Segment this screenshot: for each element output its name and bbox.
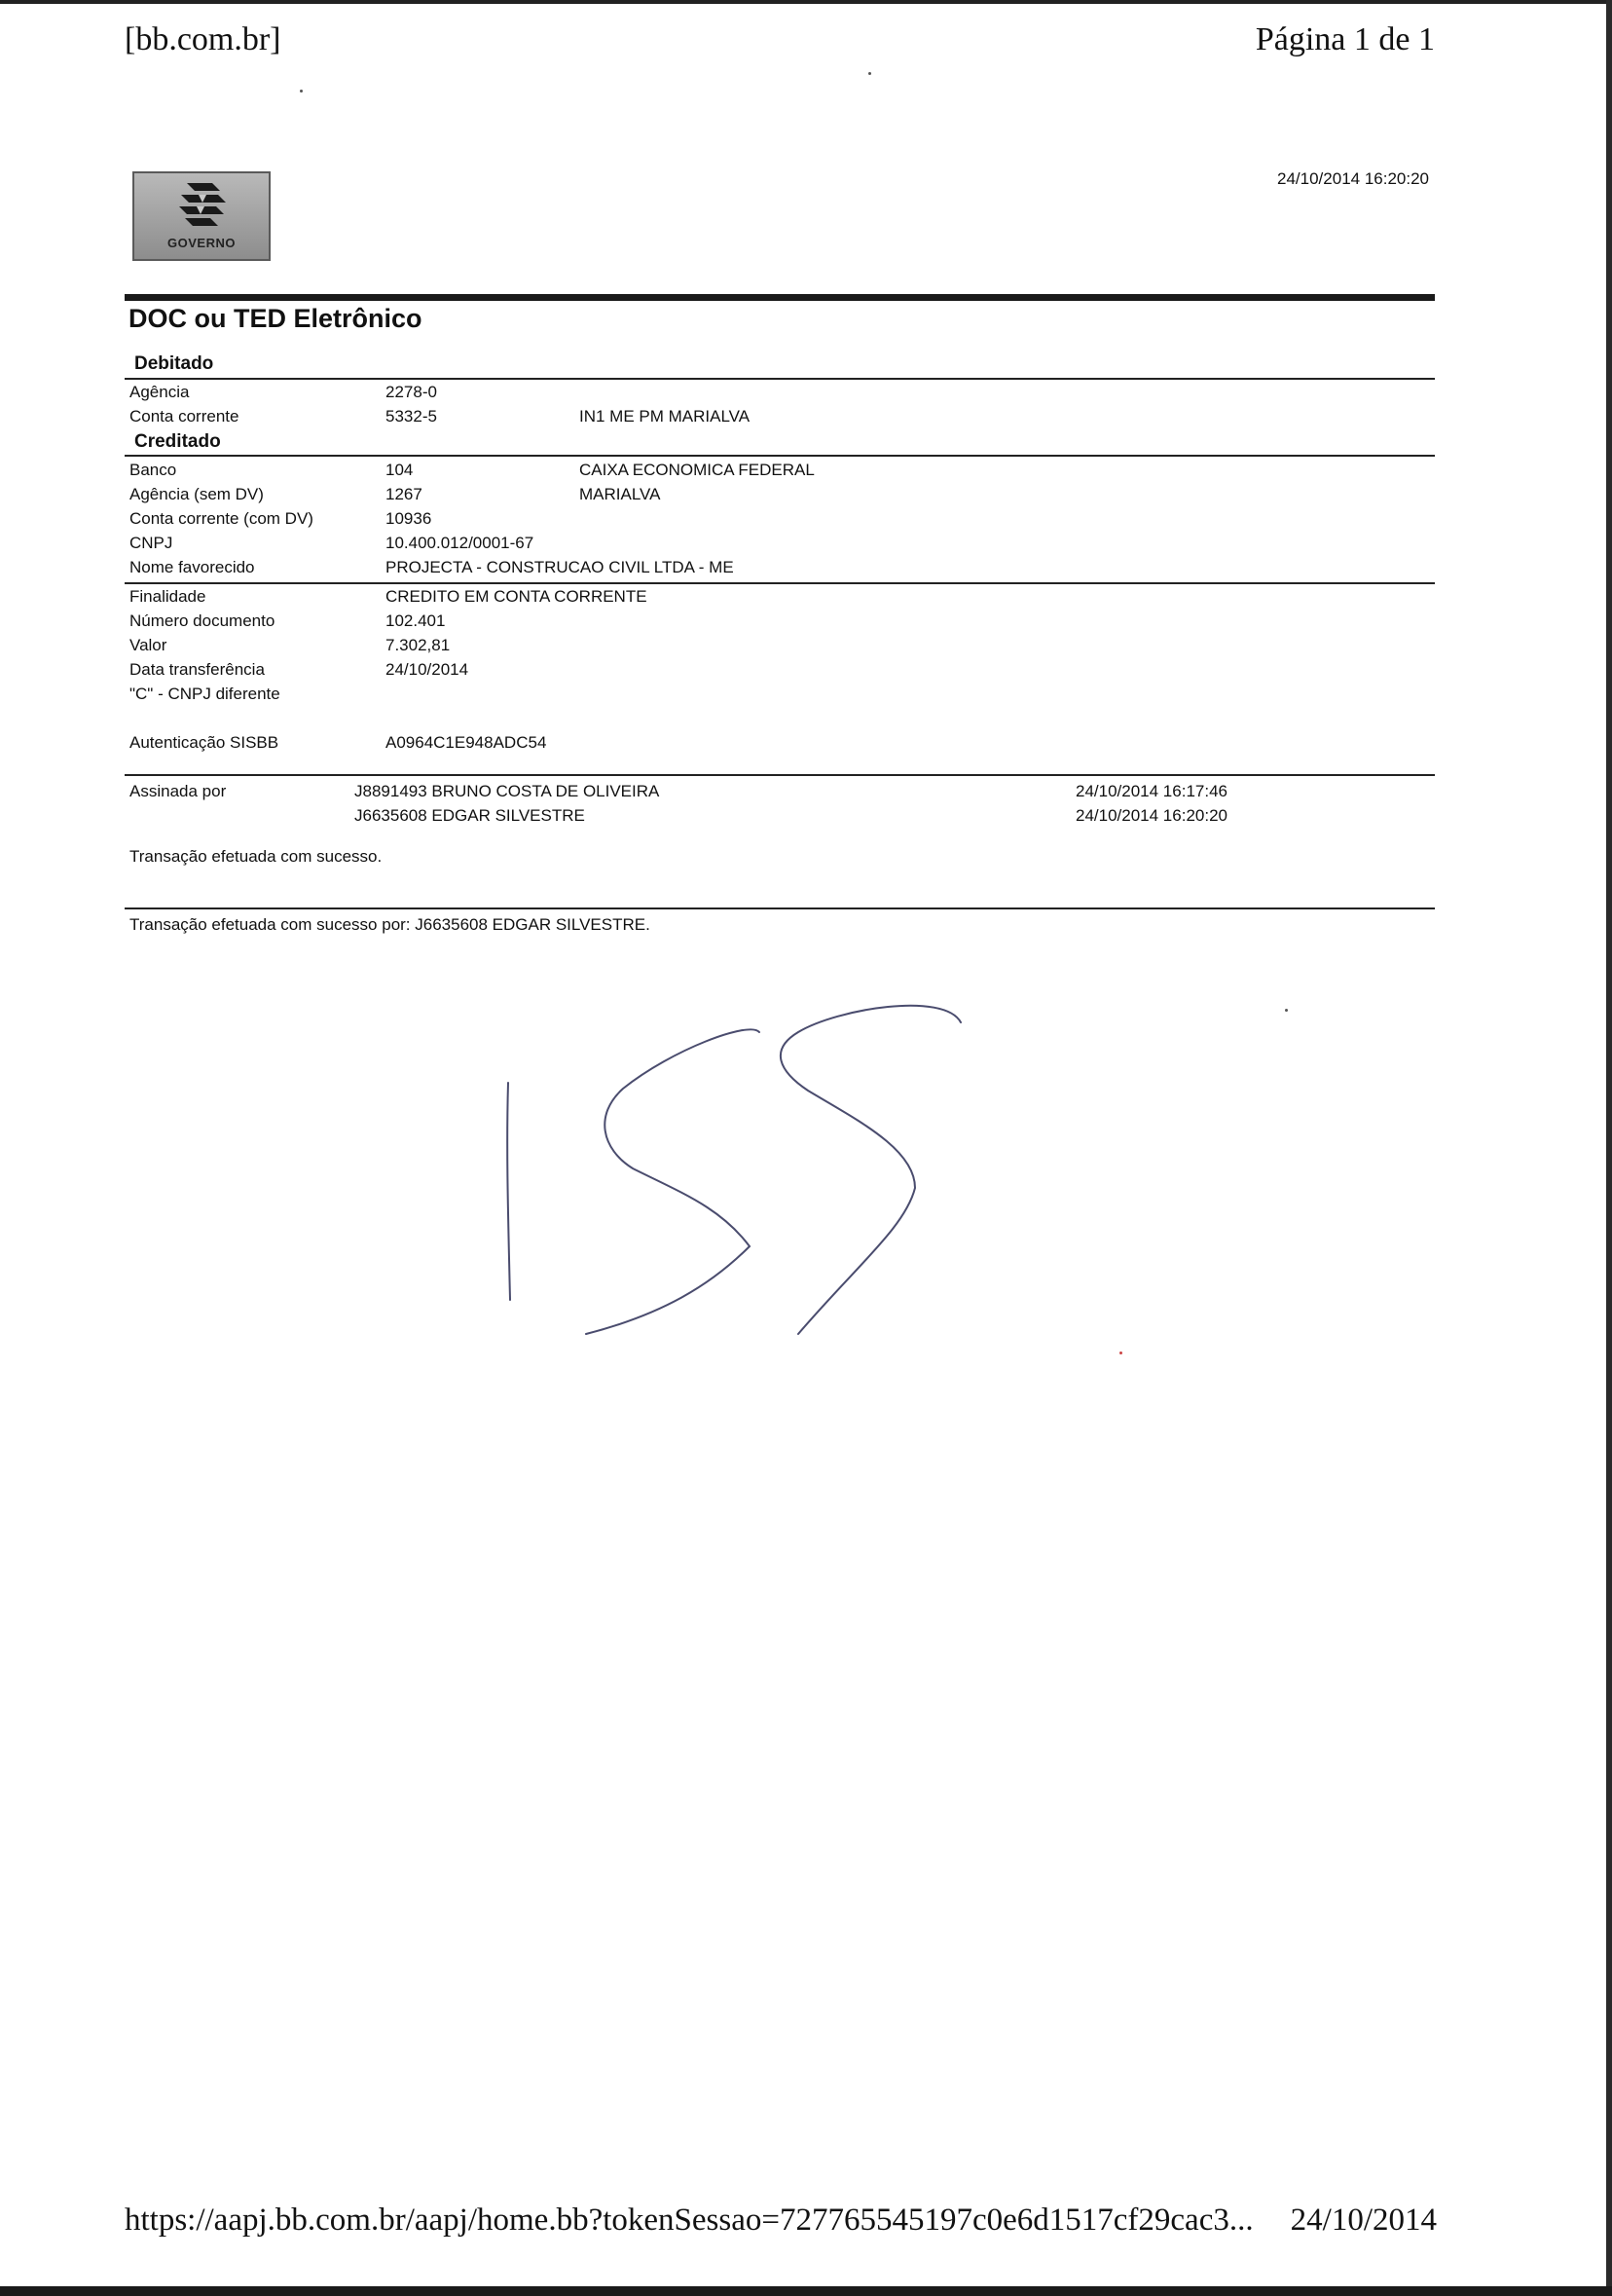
bb-governo-logo [132,171,271,261]
table-row [0,587,1612,611]
field-value: 102.401 [385,611,446,630]
signature-timestamp: 24/10/2014 16:20:20 [1076,806,1227,825]
signed-by-label: Assinada por [129,782,227,800]
table-row [0,509,1612,534]
footer-url: https://aapj.bb.com.br/aapj/home.bb?tokenSessao=727765545197c0e6d1517cf29cac3... [125,2203,1254,2238]
field-value: 24/10/2014 [385,660,469,679]
document-title: DOC ou TED Eletrônico [128,304,422,333]
field-value: 7.302,81 [385,636,451,654]
section-divider [125,907,1435,909]
field-label: Conta corrente [129,407,239,426]
table-row [0,611,1612,636]
browser-source-label: [bb.com.br] [125,21,281,57]
table-row [0,383,1612,407]
field-value: 1267 [385,485,422,503]
table-row [0,733,1612,758]
field-value: PROJECTA - CONSTRUCAO CIVIL LTDA - ME [385,558,734,576]
signature-row [0,782,1612,806]
scan-speck [1285,1009,1288,1012]
table-row [0,407,1612,431]
field-label: Banco [129,461,177,479]
field-label: Agência [129,383,190,401]
table-row [0,660,1612,685]
signer-name: J6635608 EDGAR SILVESTRE [354,806,585,825]
section-creditado-heading: Creditado [134,431,221,452]
field-value: 10.400.012/0001-67 [385,534,534,552]
scan-bottom-edge [0,2286,1612,2296]
field-label: Valor [129,636,167,654]
field-label: Número documento [129,611,275,630]
table-row [0,636,1612,660]
scan-speck [868,72,871,75]
signature-timestamp: 24/10/2014 16:17:46 [1076,782,1227,800]
table-row [0,485,1612,509]
field-label: CNPJ [129,534,173,552]
table-row [0,534,1612,558]
title-divider [125,294,1435,301]
field-label: Autenticação SISBB [129,733,279,752]
scan-speck [1119,1352,1122,1354]
section-divider [125,378,1435,380]
scan-speck [300,90,303,93]
signer-name: J8891493 BRUNO COSTA DE OLIVEIRA [354,782,660,800]
bank-name: CAIXA ECONOMICA FEDERAL [579,461,815,479]
section-divider [125,582,1435,584]
scan-right-edge [1606,0,1612,2296]
table-row [0,461,1612,485]
field-label: Finalidade [129,587,206,606]
logo-governo-text: GOVERNO [167,236,236,250]
signature-row [0,806,1612,831]
success-by-message: Transação efetuada com sucesso por: J6635608 EDGAR SILVESTRE. [129,915,650,934]
scan-top-edge [0,0,1612,4]
footer-date: 24/10/2014 [1290,2203,1437,2238]
page-counter: Página 1 de 1 [1255,21,1435,57]
field-value: 10936 [385,509,432,528]
authentication-code: A0964C1E948ADC54 [385,733,547,752]
field-label: Nome favorecido [129,558,255,576]
table-row [0,685,1612,709]
field-value: 5332-5 [385,407,437,426]
section-divider [125,774,1435,776]
field-label: "C" - CNPJ diferente [129,685,280,703]
field-label: Agência (sem DV) [129,485,264,503]
section-divider [125,455,1435,457]
field-value: 2278-0 [385,383,437,401]
section-debitado-heading: Debitado [134,353,214,374]
field-value: CREDITO EM CONTA CORRENTE [385,587,647,606]
handwritten-annotation [487,974,993,1363]
field-label: Conta corrente (com DV) [129,509,313,528]
field-value: 104 [385,461,414,479]
success-message: Transação efetuada com sucesso. [129,847,383,866]
bb-logo-icon [173,179,234,232]
account-holder-name: IN1 ME PM MARIALVA [579,407,751,426]
table-row [0,558,1612,582]
print-timestamp: 24/10/2014 16:20:20 [1277,169,1429,188]
agency-city: MARIALVA [579,485,661,503]
field-label: Data transferência [129,660,265,679]
